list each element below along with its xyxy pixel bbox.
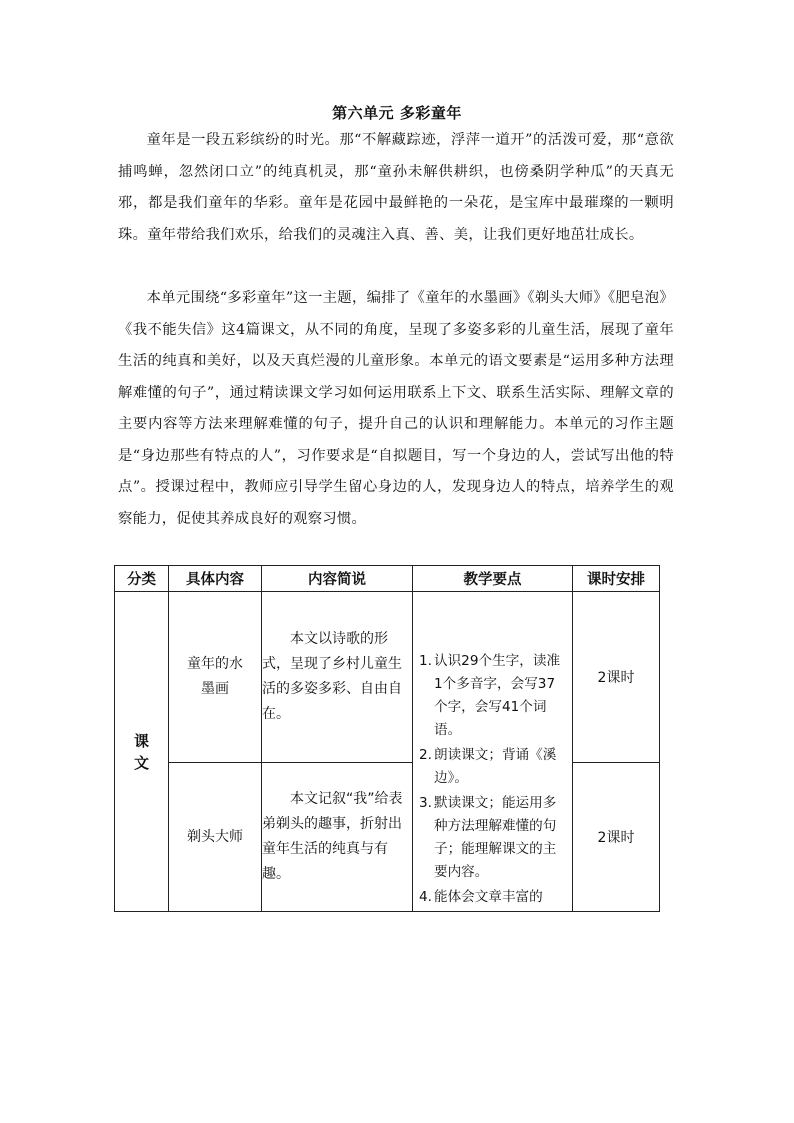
page-title: 第六单元 多彩童年 xyxy=(332,104,462,122)
lesson-summary: 本文以诗歌的形式，呈现了乡村儿童生活的多姿多彩、自由自在。 xyxy=(262,631,402,723)
header-teaching-points: 教学要点 xyxy=(413,566,573,592)
list-item: 4. 能体会文章丰富的 xyxy=(419,889,543,905)
lesson-name-cell xyxy=(169,592,262,763)
category-cell xyxy=(115,592,169,912)
intro-paragraph-1: 童年是一段五彩缤纷的时光。那“不解藏踪迹，浮萍一道开”的活泼可爱，那“意欲捕鸣蝉，忽然闭口立”的纯真机灵，那“童孙未解供耕织，也傍桑阴学种瓜”的天真无邪，都是我们童年的华彩。童年是花园中最鲜艳的一朵花，是宝库中最璀璨的一颗明珠。童年带给我们欢乐，给我们的灵魂注入真、善、美，让我们更好地茁壮成长。 xyxy=(118,132,674,243)
list-item: 2. 朗读课文；背诵《溪边》。 xyxy=(419,747,557,786)
list-item: 3. 默读课文；能运用多种方法理解难懂的句子；能理解课文的主要内容。 xyxy=(419,795,557,880)
lesson-name: 童年的水墨画 xyxy=(187,656,243,698)
lesson-hours: 2课时 xyxy=(597,670,635,687)
teaching-points-list xyxy=(413,592,572,909)
header-summary: 内容简说 xyxy=(262,566,413,592)
header-content: 具体内容 xyxy=(169,566,262,592)
lesson-plan-table xyxy=(114,565,660,912)
category-label: 课文 xyxy=(133,731,149,772)
lesson-summary-cell xyxy=(262,763,413,912)
lesson-hours-cell xyxy=(573,592,660,763)
intro-paragraph-2: 本单元围绕“多彩童年”这一主题，编排了《童年的水墨画》《剃头大师》《肥皂泡》《我不能失信》这4篇课文，从不同的角度，呈现了多姿多彩的儿童生活，展现了童年生活的纯真和美好，以及天真烂漫的儿童形象。本单元的语文要素是“运用多种方法理解难懂的句子”，通过精读课文学习如何运用联系上下文、联系生活实际、理解文章的主要内容等方法来理解难懂的句子，提升自己的认识和理解能力。本单元的习作主题是“身边那些有特点的人”，习作要求是“自拟题目，写一个身边的人，尝试写出他的特点”。授课过程中，教师应引导学生留心身边的人，发现身边人的特点，培养学生的观察能力，促使其养成良好的观察习惯。 xyxy=(118,290,674,527)
header-category: 分类 xyxy=(115,566,169,592)
lesson-name: 剃头大师 xyxy=(187,828,243,845)
table-row xyxy=(115,763,660,912)
table-row xyxy=(115,592,660,763)
lesson-summary-cell xyxy=(262,592,413,763)
list-item: 1. 认识29个生字，读准1个多音字，会写37个字，会写41个词语。 xyxy=(419,653,561,738)
teaching-points-cell xyxy=(413,592,573,912)
table-header-row xyxy=(115,566,660,592)
lesson-hours: 2课时 xyxy=(597,830,635,847)
lesson-summary: 本文记叙“我”给表弟剃头的趣事，折射出童年生活的纯真与有趣。 xyxy=(262,791,403,883)
lesson-hours-cell xyxy=(573,763,660,912)
header-hours: 课时安排 xyxy=(573,566,660,592)
lesson-name-cell xyxy=(169,763,262,912)
